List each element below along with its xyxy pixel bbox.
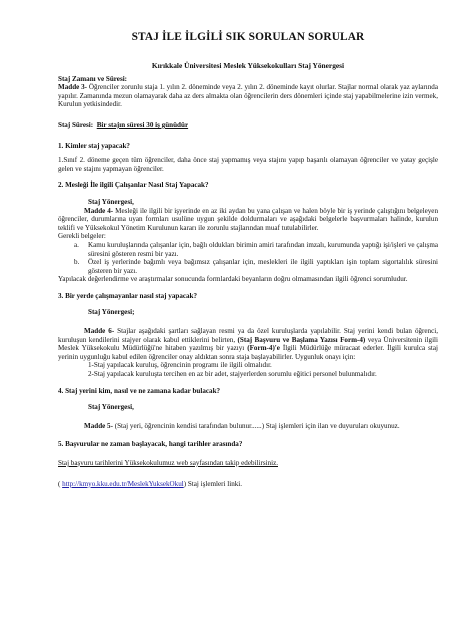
form-reference: (Staj Başvuru ve Başlama Yazısı Form-4) — [237, 335, 366, 344]
required-docs-label: Gerekli belgeler: — [58, 232, 106, 241]
list-item: 2-Staj yapılacak kuruluşta tercihen en az bir adet, stajyerlerden sorumlu eğitici personel bulunmalıdır. — [88, 370, 377, 379]
article-text: Stajlar aşağıdaki şartları sağlayan resmi ya da özel kuruluşlarda yapılabilir. Staj yerini kendi bulan öğrenci, kuruluşun kendilerini stajyer olarak kabul ettiklerini belirten, — [58, 327, 438, 344]
paragraph — [58, 83, 438, 109]
duration-value: Bir stajın süresi 30 iş günüdür — [96, 120, 189, 129]
paragraph — [58, 207, 438, 233]
article-text: (Staj yeri, öğrencinin kendisi tarafından bulunur......) Staj işlemleri için ilan ve duyuruları okuyunuz. — [112, 421, 400, 430]
paragraph — [58, 327, 438, 361]
article-label: Madde 6- — [84, 327, 115, 336]
section-heading: Staj Zamanı ve Süresi: — [58, 74, 128, 83]
link-close: ) Staj işlemleri linki. — [183, 479, 243, 488]
list-item — [58, 258, 438, 275]
article-text: Mesleği ile ilgili bir işyerinde en az iki aydan bu yana çalışan ve halen böyle bir iş yerinde çalıştığını belgeleyen öğrenciler, durumlarına uyan formları usulüne uygun şekilde doldurmaları ve aşağıdaki belgelerle başvurmaları halinde, kurulun teklifi ve Yüksekokul Yönetim Kurulunun kararı ile zorunlu stajlarından muaf tutulabilirler. — [58, 206, 438, 232]
question-5: 5. Başvurular ne zaman başlayacak, hangi tarihler arasında? — [58, 440, 243, 449]
question-1: 1. Kimler staj yapacak? — [58, 141, 130, 150]
question-3: 3. Bir yerde çalışmayanlar nasıl staj yapacak? — [58, 291, 198, 300]
page-title: STAJ İLE İLGİLİ SIK SORULAN SORULAR — [131, 31, 365, 43]
article-label: Madde 3- — [58, 83, 88, 92]
list-text: Kamu kuruluşlarında çalışanlar için, bağlı oldukları birimin amiri tarafından imzalı, kurumunda yaptığı işi/işleri ve çalışma süresini gösteren resmi bir yazı. — [88, 240, 438, 258]
paragraph: Yapılacak değerlendirme ve araştırmalar sonucunda formlardaki beyanların doğru olmamasından ilgili öğrenci sorumludur. — [58, 275, 408, 284]
article-text: Öğrenciler zorunlu staja 1. yılın 2. döneminde veya 2. yılın 2. döneminde kayıt olurlar. Stajlar normal olarak yaz aylarında yapılır. Zamanında mezun olamayarak daha az ders almakta olan öğrencilerin ders dönemleri içinde staj yapabilmelerine izin vermek, Kurulun yetkisindedir. — [58, 83, 438, 109]
duration-label: Staj Süresi: — [58, 120, 94, 129]
article-label: Madde 4- — [84, 206, 114, 215]
question-4: 4. Staj yerini kim, nasıl ve ne zamana kadar bulacak? — [58, 386, 221, 395]
list-marker: a. — [74, 240, 79, 249]
article-label: Madde 5- — [84, 421, 113, 430]
answer-1: 1.Sınıf 2. döneme geçen tüm öğrenciler, daha önce staj yapmamış veya stajını yapıp başarılı olamayan öğrenciler ve yatay geçişle gelen ve stajını yapmayan öğrenciler. — [58, 156, 438, 173]
regulation-label: Staj Yönergesi, — [88, 197, 134, 206]
question-2: 2. Mesleği İle ilgili Çalışanlar Nasıl Staj Yapacak? — [58, 181, 209, 190]
article-text: veya Üniversitenin ilgili Meslek Yüksekokulu Müdürlüğü'ne hitaben yazılmış bir yazıyı — [58, 335, 438, 353]
article-text: İlgili Müdürlüğe müracaat ederler. İlgili kurulca staj yerinin uygunluğu kabul edilen öğrenciler onay aldıktan sonra staja başlayabilirler. Uygunluk onayı için: — [58, 344, 438, 361]
regulation-label: Staj Yönergesi, — [88, 403, 134, 412]
link-line — [58, 480, 438, 489]
link-open: ( — [58, 479, 63, 488]
answer-5: Staj başvuru tarihlerini Yüksekokulumuz web sayfasından takip edebilirsiniz. — [58, 459, 278, 467]
document-subtitle: Kırıkkale Üniversitesi Meslek Yüksekokulları Staj Yönergesi — [151, 61, 345, 70]
list-text: Özel iş yerlerinde bağımlı veya bağımsız çalışanlar için, meslekleri ile ilgili yaptıkları işin toplam sigortalılık süresini gösteren bir yazı. — [88, 258, 438, 275]
form-reference: (Form-4)'e — [247, 344, 280, 353]
list-item — [58, 241, 438, 258]
staj-link[interactable]: http://kmyo.kku.edu.tr/MeslekYuksekOkul — [62, 479, 184, 488]
paragraph — [58, 422, 438, 431]
duration-line — [58, 121, 438, 130]
list-marker: b. — [74, 258, 80, 267]
regulation-label: Staj Yönergesi; — [88, 308, 135, 317]
list-item: 1-Staj yapılacak kuruluş, öğrencinin programı ile ilgili olmalıdır. — [88, 361, 272, 370]
